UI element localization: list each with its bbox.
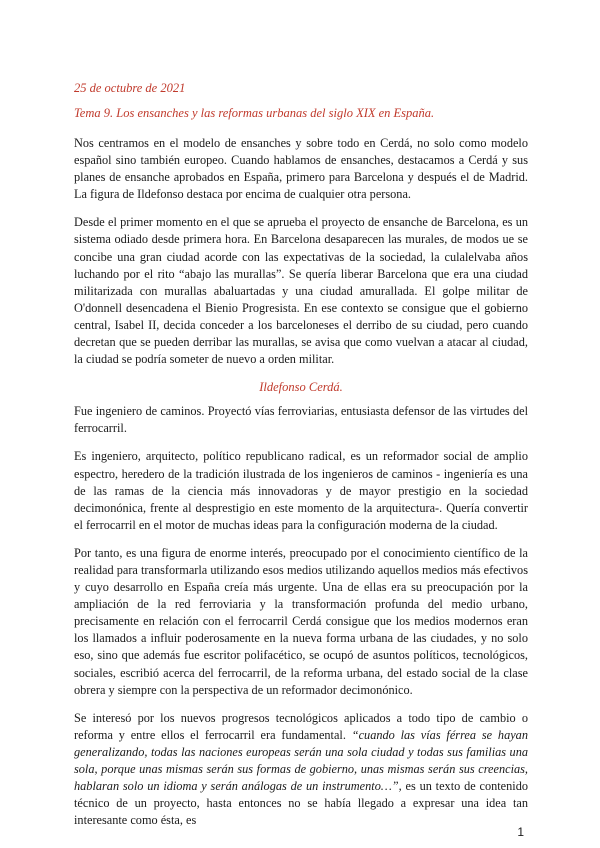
paragraph-technology [74,710,528,830]
topic-heading: Tema 9. Los ensanches y las reformas urbanas del siglo XIX en España. [74,106,435,120]
paragraph-barcelona: Desde el primer momento en el que se aprueba el proyecto de ensanche de Barcelona, es un sistema odiado desde primera hora. En Barcelona desaparecen las murales, de modos ue se concibe una gran ciudad acorde con las expectativas de la sociedad, la culalelvaba años luchando por el rito “abajo las murallas”. Se quería liberar Barcelona que era una ciudad militarizada con murallas abaluartadas y una ciudad amurallada. El golpe militar de O'donnell desencadena el Bienio Progresista. En ese contexto se consigue que el gobierno central, Isabel II, decida conceder a los barceloneses el derribo de su ciudad, pero cuando decretan que se pueden derribar las murallas, se avisa que como vuelvan a atacar al ciudad, la ciudad se podría someter de nuevo a orden militar. [74,215,528,367]
section-subtitle: Ildefonso Cerdá. [259,380,343,395]
cerda-quote: “cuando las vías férrea se hayan generalizando, todas las naciones europeas serán una sola ciudad y todas sus familias una sola, porque unas mismas serán sus formas de gobierno, unas mismas serán sus creencias, hablaran solo un idioma y serán análogas de un instrumento…”, [74,727,528,794]
page-number: 1 [517,825,524,839]
paragraph-interest: Por tanto, es una figura de enorme interés, preocupado por el conocimiento científico de la realidad para transformarla utilizando esos medios utilizando aquellos medios más efectivos y cuyo desarrollo en España creía más urgente. Una de ellas era su preocupación por la ampliación de la red ferroviaria y la transformación profunda del medio urbano, precisamente en relación con el ferrocarril Cerdá consigue que los medios modernos eran los llamados a influir poderosamente en la nueva forma urbana de las ciudades, y no solo eso, sino que además fue escritor polifacético, se ocupó de asuntos políticos, tecnológicos, sociales, escribió acerca del ferrocarril, de la reforma urbana, del estado social de la clase obrera y siempre con la perspectiva de un reformador decimonónico. [74,545,528,697]
paragraph-intro: Nos centramos en el modelo de ensanches y sobre todo en Cerdá, no solo como modelo español sino también europeo. Cuando hablamos de ensanches, destacamos a Cerdá y sus planes de ensanche aprobados en España, primero para Barcelona y después el de Madrid. La figura de Ildefonso destaca por encima de cualquier otra persona. [74,136,528,202]
paragraph-engineer: Fue ingeniero de caminos. Proyectó vías ferroviarias, entusiasta defensor de las virtudes del ferrocarril. [74,404,528,436]
paragraph-reformer: Es ingeniero, arquitecto, político republicano radical, es un reformador social de amplio espectro, heredero de la tradición ilustrada de los ingenieros de caminos - ingeniería es una de las ramas de la ciencia más innovadoras y de mayor prestigio en la sociedad decimonónica, frente al desprestigio en este momento de la arquitectura-. Quería convertir el ferrocarril en el motor de muchas ideas para la configuración moderna de la ciudad. [74,449,528,532]
paragraph-technology-intro: Se interesó por los nuevos progresos tecnológicos aplicados a todo tipo de cambio o reforma y entre ellos el ferrocarril era fundamental. [74,710,528,742]
document-date: 25 de octubre de 2021 [74,81,186,95]
paragraph-technology-end: es un texto de contenido técnico de un proyecto, hasta entonces no se había llegado a expresar una idea tan interesante como ésta, es [74,779,528,828]
